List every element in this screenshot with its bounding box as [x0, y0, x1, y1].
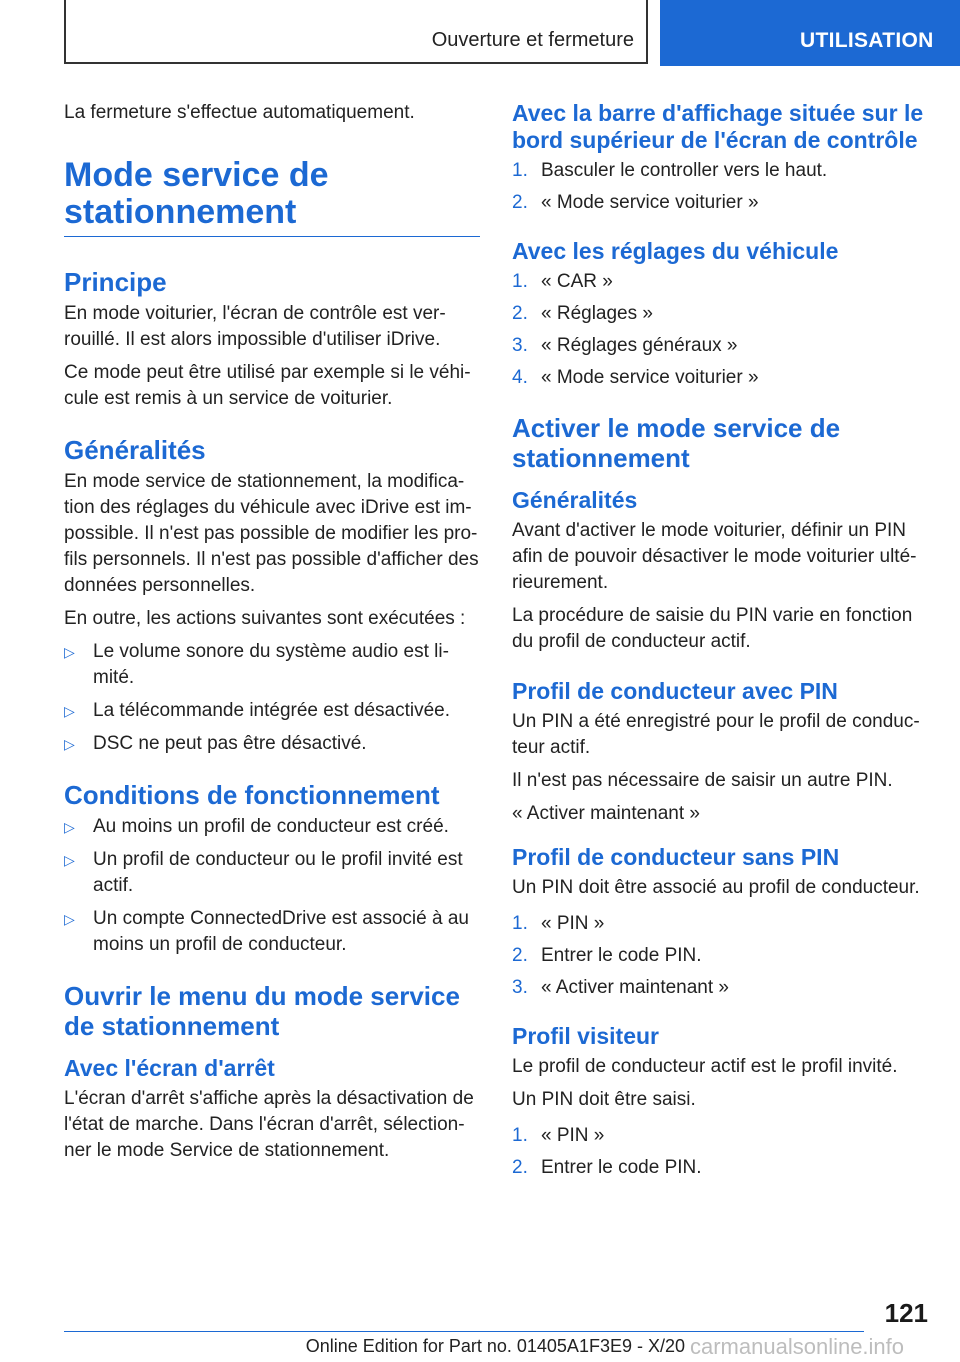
ouvrir-p1: L'écran d'arrêt s'affiche après la désactivation de l'état de marche. Dans l'écran d'arrêt, sélection-ner le mode Service de stationnement.: [64, 1088, 474, 1161]
list-item: 2. « Mode service voiturier »: [512, 192, 759, 213]
generalites-p1: En mode service de stationnement, la modifica-tion des réglages du véhicule avec iDrive est im-possible. Il n'est pas possible de modifier les pro-fils personnels. Il n'est pas possible d'afficher des données personnelles.: [64, 471, 479, 596]
reglages-heading: Avec les réglages du véhicule: [512, 238, 839, 264]
activer-p2: La procédure de saisie du PIN varie en fonction du profil de conducteur actif.: [512, 605, 913, 652]
list-item: 2. « Réglages »: [512, 303, 653, 324]
header-tab-label: UTILISATION: [800, 29, 934, 52]
list-item: 2. Entrer le code PIN.: [512, 1157, 702, 1178]
conditions-heading: Conditions de fonctionnement: [64, 780, 440, 810]
activer-p1: Avant d'activer le mode voiturier, définir un PIN afin de pouvoir désactiver le mode voiturier ulté-rieurement.: [512, 520, 917, 593]
intro-text: La fermeture s'effectue automatiquement.: [64, 102, 415, 123]
generalites-p2: En outre, les actions suivantes sont exécutées :: [64, 608, 466, 629]
barre-steps: [512, 158, 928, 216]
principe-p1: En mode voiturier, l'écran de contrôle est ver-rouillé. Il est alors impossible d'utiliser iDrive.: [64, 303, 446, 350]
list-item: 3. « Activer maintenant »: [512, 977, 729, 998]
visiteur-p2: Un PIN doit être saisi.: [512, 1089, 696, 1110]
list-item: 3. « Réglages généraux »: [512, 335, 738, 356]
list-item: 1. « PIN »: [512, 913, 605, 934]
list-item: 1. « CAR »: [512, 271, 613, 292]
right-column: [512, 100, 928, 1187]
header-chapter: Ouverture et fermeture: [431, 29, 634, 51]
list-item: ▷ Un profil de conducteur ou le profil invité est actif.: [64, 849, 463, 896]
activer-subheading: Généralités: [512, 487, 638, 513]
page-title: Mode service de stationnement: [64, 157, 480, 237]
principe-heading: Principe: [64, 267, 167, 297]
footer-edition: Online Edition for Part no. 01405A1F3E9 - X/20: [305, 1336, 685, 1356]
sans-pin-steps: [512, 911, 928, 1001]
list-item: ▷ La télécommande intégrée est désactivée.: [64, 698, 480, 724]
header-tab: [660, 0, 960, 66]
avec-pin-p2: Il n'est pas nécessaire de saisir un autre PIN.: [512, 770, 893, 791]
visiteur-steps: [512, 1123, 928, 1181]
visiteur-heading: Profil visiteur: [512, 1023, 659, 1049]
list-item: ▷ Au moins un profil de conducteur est créé.: [64, 814, 480, 840]
footer-divider: [64, 1331, 864, 1332]
left-column: [64, 100, 480, 1171]
barre-heading: Avec la barre d'affichage située sur le bord supérieur de l'écran de contrôle: [512, 100, 924, 153]
list-item: 1. « PIN »: [512, 1125, 605, 1146]
triangle-bullet-icon: ▷: [64, 852, 75, 868]
conditions-bullets: [64, 814, 480, 958]
list-item: ▷ DSC ne peut pas être désactivé.: [64, 731, 480, 757]
avec-pin-heading: Profil de conducteur avec PIN: [512, 678, 838, 704]
generalites-bullets: [64, 639, 480, 757]
header-chapter-box: [64, 0, 648, 64]
triangle-bullet-icon: ▷: [64, 819, 75, 835]
list-item: 1. Basculer le controller vers le haut.: [512, 160, 828, 181]
principe-p2: Ce mode peut être utilisé par exemple si le véhi-cule est remis à un service de voiturier.: [64, 362, 471, 409]
sans-pin-heading: Profil de conducteur sans PIN: [512, 844, 840, 870]
list-item: 4. « Mode service voiturier »: [512, 367, 759, 388]
triangle-bullet-icon: ▷: [64, 911, 75, 927]
reglages-steps: [512, 269, 928, 391]
sans-pin-p1: Un PIN doit être associé au profil de conducteur.: [512, 877, 920, 898]
triangle-bullet-icon: ▷: [64, 644, 75, 660]
activer-heading: Activer le mode service de stationnement: [512, 413, 841, 473]
ouvrir-subheading: Avec l'écran d'arrêt: [64, 1055, 275, 1081]
triangle-bullet-icon: ▷: [64, 703, 75, 719]
triangle-bullet-icon: ▷: [64, 736, 75, 752]
list-item: 2. Entrer le code PIN.: [512, 945, 702, 966]
visiteur-p1: Le profil de conducteur actif est le profil invité.: [512, 1056, 898, 1077]
list-item: ▷ Un compte ConnectedDrive est associé à au moins un profil de conducteur.: [64, 908, 469, 955]
avec-pin-p3: « Activer maintenant »: [512, 803, 700, 824]
watermark: carmanualsonline.info: [690, 1334, 905, 1359]
ouvrir-heading: Ouvrir le menu du mode service de stationnement: [64, 981, 460, 1041]
generalites-heading: Généralités: [64, 435, 206, 465]
page-number: 121: [884, 1298, 928, 1328]
avec-pin-p1: Un PIN a été enregistré pour le profil de conduc-teur actif.: [512, 711, 920, 758]
list-item: ▷ Le volume sonore du système audio est li-mité.: [64, 641, 449, 688]
